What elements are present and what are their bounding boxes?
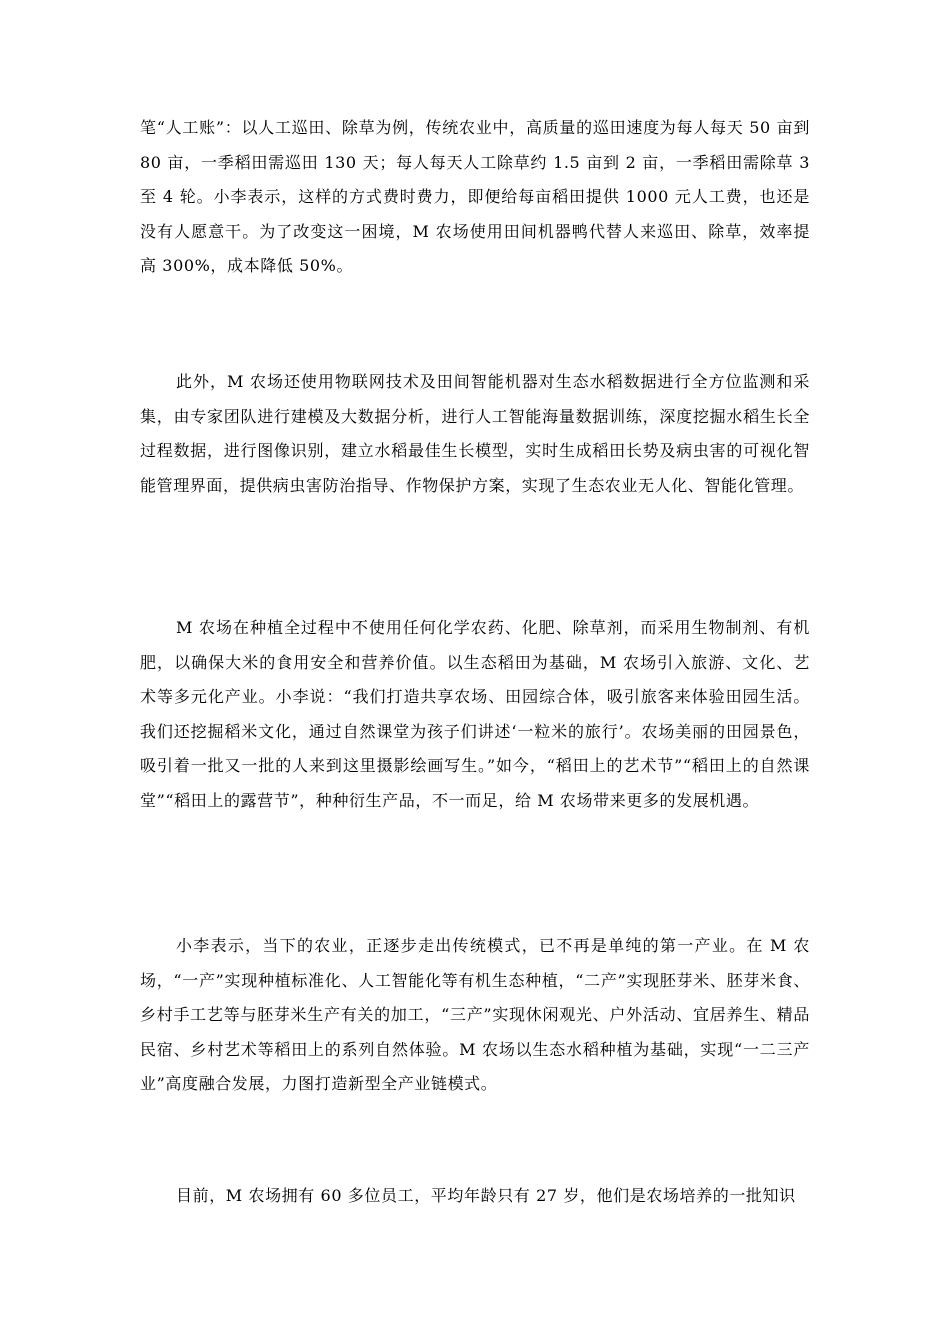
paragraph-eco-tourism: M 农场在种植全过程中不使用任何化学农药、化肥、除草剂，而采用生物制剂、有机肥，以确保大米的食用安全和营养价值。以生态稻田为基础，M 农场引入旅游、文化、艺术等多元化产业。小李说：“我们打造共享农场、田园综合体，吸引旅客来体验田园生活。我们还挖掘稻米文化，通过自然课堂为孩子们讲述‘一粒米的旅行’。农场美丽的田园景色，吸引着一批又一批的人来到这里摄影绘画写生。”如今，“稻田上的艺术节”“稻田上的自然课堂”“稻田上的露营节”，种种衍生产品，不一而足，给 M 农场带来更多的发展机遇。: [140, 618, 810, 810]
paragraph-iot-monitoring: 此外，M 农场还使用物联网技术及田间智能机器对生态水稻数据进行全方位监测和采集，由专家团队进行建模及大数据分析，进行人工智能海量数据训练，深度挖掘水稻生长全过程数据，进行图像识别，建立水稻最佳生长模型，实时生成稻田长势及病虫害的可视化智能管理界面，提供病虫害防治指导、作物保护方案，实现了生态农业无人化、智能化管理。: [140, 372, 810, 495]
paragraph-industry-integration: 小李表示，当下的农业，正逐步走出传统模式，已不再是单纯的第一产业。在 M 农场，“一产”实现种植标准化、人工智能化等有机生态种植，“二产”实现胚芽米、胚芽米食、乡村手工艺等与胚芽米生产有关的加工，“三产”实现休闲观光、户外活动、宜居养生、精品民宿、乡村艺术等稻田上的系列自然体验。M 农场以生态水稻种植为基础，实现“一二三产业”高度融合发展，力图打造新型全产业链模式。: [140, 936, 810, 1094]
paragraph-labor-cost: 笔“人工账”：以人工巡田、除草为例，传统农业中，高质量的巡田速度为每人每天 50 亩到 80 亩，一季稻田需巡田 130 天；每人每天人工除草约 1.5 亩到 2 亩，一季稻田需除草 3 至 4 轮。小李表示，这样的方式费时费力，即便给每亩稻田提供 1000 元人工费，也还是没有人愿意干。为了改变这一困境，M 农场使用田间机器鸭代替人来巡田、除草，效率提高 300%，成本降低 50%。: [140, 118, 810, 276]
paragraph-employees: 目前，M 农场拥有 60 多位员工，平均年龄只有 27 岁，他们是农场培养的一批知识: [176, 1186, 796, 1205]
